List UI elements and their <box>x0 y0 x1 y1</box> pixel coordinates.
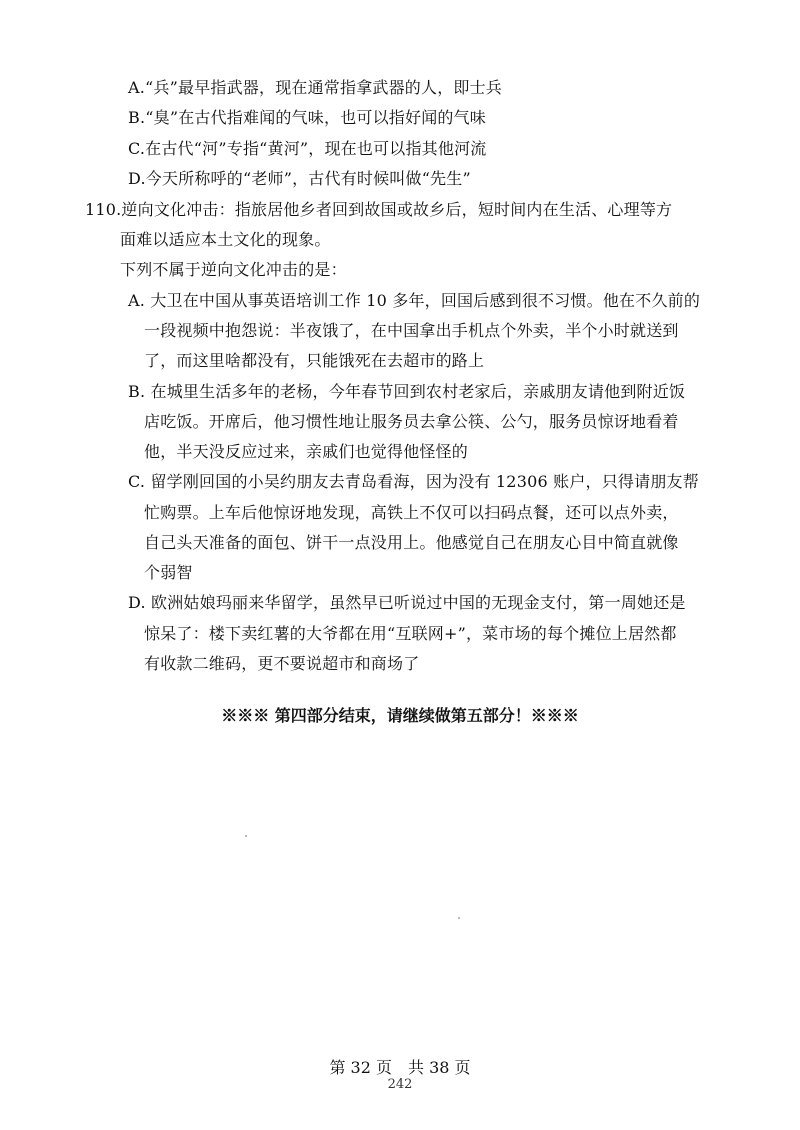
option-c-line-3: 自己头天准备的面包、饼干一点没用上。他感觉自己在朋友心目中简直就像 <box>144 533 679 552</box>
option-c-line-4: 个弱智 <box>144 563 193 582</box>
prev-option-c: C.在古代“河”专指“黄河”，现在也可以指其他河流 <box>128 139 487 158</box>
option-c-line-2: 忙购票。上车后他惊讶地发现，高铁上不仅可以扫码点餐，还可以点外卖， <box>144 503 679 522</box>
option-c-line-1: C. 留学刚回国的小吴约朋友去青岛看海，因为没有 12306 账户，只得请朋友帮 <box>128 472 699 491</box>
question-stem-line-1: 110.逆向文化冲击：指旅居他乡者回到故国或故乡后，短时间内在生活、心理等方 <box>85 200 673 219</box>
option-a-line-1: A. 大卫在中国从事英语培训工作 10 多年，回国后感到很不习惯。他在不久前的 <box>128 291 701 310</box>
section-end-notice: ※※※ 第四部分结束，请继续做第五部分！※※※ <box>221 706 579 725</box>
option-b-line-1: B. 在城里生活多年的老杨，今年春节回到农村老家后，亲戚朋友请他到附近饭 <box>128 382 686 401</box>
scan-speck <box>245 835 247 837</box>
prev-option-b: B.“臭”在古代指难闻的气味，也可以指好闻的气味 <box>128 108 487 127</box>
option-d-line-3: 有收款二维码，更不要说超市和商场了 <box>144 654 420 673</box>
prev-option-a: A.“兵”最早指武器，现在通常指拿武器的人，即士兵 <box>128 78 503 97</box>
option-b-line-3: 他，半天没反应过来，亲戚们也觉得他怪怪的 <box>144 442 469 461</box>
question-prompt: 下列不属于逆向文化冲击的是： <box>120 260 347 279</box>
question-stem-line-2: 面难以适应本土文化的现象。 <box>120 230 331 249</box>
prev-option-d: D.今天所称呼的“老师”，古代有时候叫做“先生” <box>128 169 471 188</box>
option-a-line-3: 了，而这里啥都没有，只能饿死在去超市的路上 <box>144 351 485 370</box>
option-a-line-2: 一段视频中抱怨说：半夜饿了，在中国拿出手机点个外卖，半个小时就送到 <box>144 321 679 340</box>
option-b-line-2: 店吃饭。开席后，他习惯性地让服务员去拿公筷、公勺，服务员惊讶地看着 <box>144 412 679 431</box>
option-d-line-1: D. 欧洲姑娘玛丽来华留学，虽然早已听说过中国的无现金支付，第一周她还是 <box>128 593 686 612</box>
page-footer-label: 第 32 页 共 38 页 <box>329 1058 471 1077</box>
scan-speck <box>458 917 460 919</box>
page-footer-number: 242 <box>387 1077 413 1092</box>
option-d-line-2: 惊呆了：楼下卖红薯的大爷都在用“互联网+”，菜市场的每个摊位上居然都 <box>144 624 677 643</box>
